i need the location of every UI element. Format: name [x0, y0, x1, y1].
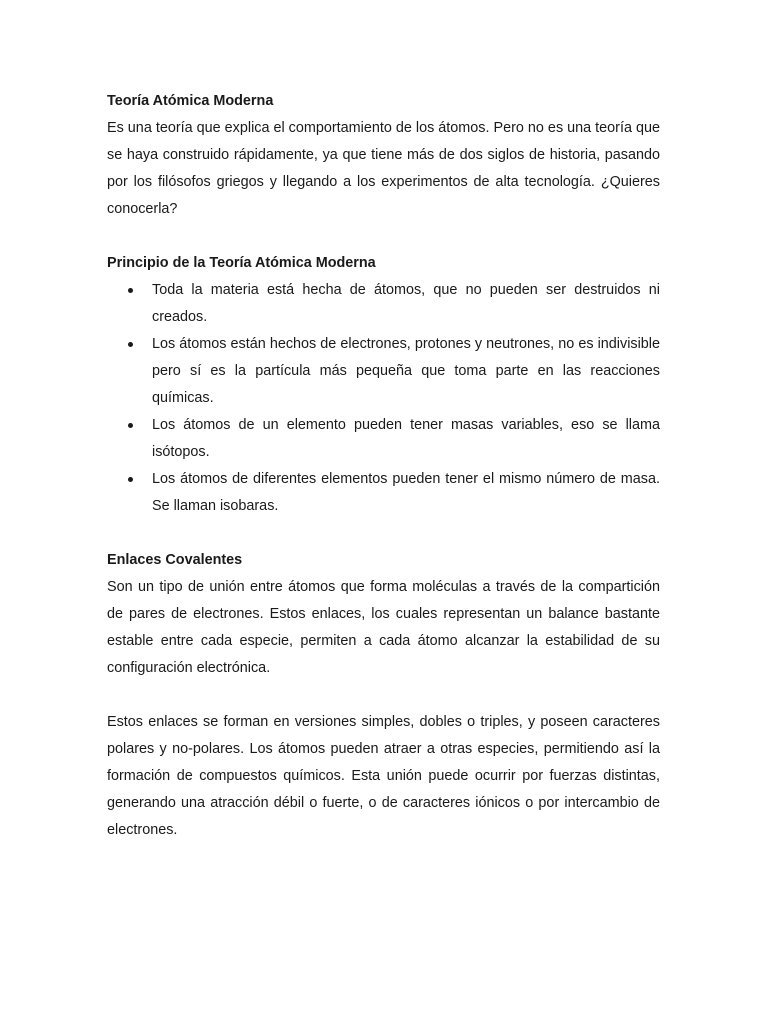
section-heading-principio: Principio de la Teoría Atómica Moderna [107, 255, 376, 271]
spacer [107, 520, 660, 547]
bullet-icon [128, 342, 133, 347]
covalent-paragraph-2: Estos enlaces se forman en versiones simples, dobles o triples, y poseen caracteres polares y no-polares. Los átomos pueden atraer a otras especies, permitiendo así la formación de compuestos químicos. Esta unión puede ocurrir por fuerzas distintas, generando una atracción débil o fuerte, o de caracteres iónicos o por intercambio de electrones. [107, 714, 660, 838]
section-heading-teoria-atomica: Teoría Atómica Moderna [107, 93, 274, 109]
list-item-text: Los átomos de un elemento pueden tener masas variables, eso se llama isótopos. [152, 417, 660, 460]
bullet-icon [128, 423, 133, 428]
list-item-text: Los átomos de diferentes elementos pueden tener el mismo número de masa. Se llaman isobaras. [152, 471, 660, 514]
list-item-text: Los átomos están hechos de electrones, protones y neutrones, no es indivisible pero sí es la partícula más pequeña que toma parte en las reacciones químicas. [152, 336, 660, 406]
bullet-icon [128, 288, 133, 293]
covalent-paragraph-1: Son un tipo de unión entre átomos que forma moléculas a través de la compartición de pares de electrones. Estos enlaces, los cuales representan un balance bastante estable entre cada especie, permiten a cada átomo alcanzar la estabilidad de su configuración electrónica. [107, 579, 660, 676]
spacer [107, 223, 660, 250]
list-item [107, 331, 660, 412]
section-heading-enlaces-covalentes: Enlaces Covalentes [107, 552, 243, 568]
bullet-icon [128, 477, 133, 482]
list-item [107, 277, 660, 331]
intro-paragraph: Es una teoría que explica el comportamiento de los átomos. Pero no es una teoría que se haya construido rápidamente, ya que tiene más de dos siglos de historia, pasando por los filósofos griegos y llegando a los experimentos de alta tecnología. ¿Quieres conocerla? [107, 120, 660, 217]
principles-list [107, 277, 660, 520]
list-item [107, 466, 660, 520]
document-page [107, 88, 660, 844]
list-item [107, 412, 660, 466]
list-item-text: Toda la materia está hecha de átomos, que no pueden ser destruidos ni creados. [152, 282, 660, 325]
spacer [107, 682, 660, 709]
